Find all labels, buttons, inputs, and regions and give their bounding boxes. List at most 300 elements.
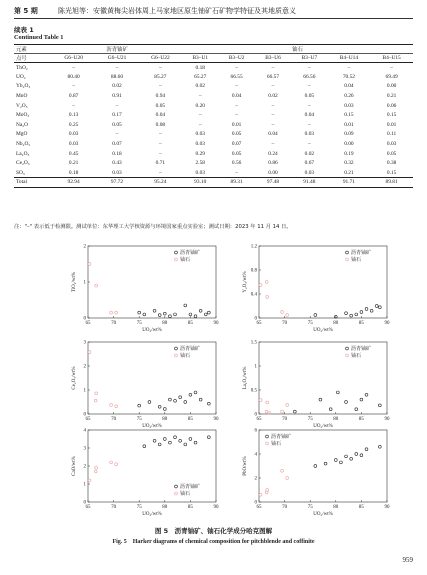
coffinite-point xyxy=(265,281,268,284)
x-tick-label: 65 xyxy=(256,417,262,422)
table-cell: 80.40 xyxy=(67,73,80,80)
table-cell: – xyxy=(72,83,75,90)
y-tick-label: 1.2 xyxy=(250,244,257,250)
x-tick-label: 70 xyxy=(111,505,117,510)
coffinite-point xyxy=(286,314,289,317)
pitchblende-point xyxy=(138,404,141,407)
table-row xyxy=(14,130,413,140)
table-cell: – xyxy=(308,83,311,90)
x-tick-label: 90 xyxy=(384,505,390,510)
y-tick-label: 0 xyxy=(254,316,257,322)
plot-cao xyxy=(62,424,222,520)
y-tick-label: 2 xyxy=(83,464,86,470)
coffinite-point xyxy=(259,399,262,402)
y-tick-label: 0 xyxy=(83,316,86,322)
table-cell: 0.06 xyxy=(386,102,397,109)
coffinite-point xyxy=(94,399,97,402)
coffinite-point xyxy=(110,403,113,406)
pitchblende-point xyxy=(158,443,161,446)
y-tick-label: 1 xyxy=(254,364,257,370)
legend-label: 铀石 xyxy=(351,257,362,263)
y-tick-label: 4 xyxy=(83,428,86,434)
y-tick-label: 1 xyxy=(83,482,86,488)
y-axis-label: Ce₂O₃/wt% xyxy=(72,366,77,390)
table-cell: 0.87 xyxy=(68,93,79,100)
table-row xyxy=(14,168,413,178)
row-label: Nb₂O₅ xyxy=(16,141,31,148)
x-tick-label: 80 xyxy=(162,505,168,510)
figure-caption-en: Fig. 5 Harker diagrams of chemical composition for pitchblende and coffinite xyxy=(112,539,315,545)
x-axis-label: UO₂/wt% xyxy=(142,512,162,517)
table-cell: 0.05 xyxy=(155,102,166,109)
table-cell: 0.18 xyxy=(112,150,122,157)
y-axis-label: La₂O₃/wt% xyxy=(243,366,248,390)
table-cell: 0.03 xyxy=(68,141,79,148)
coffinite-point xyxy=(281,311,284,314)
table-row xyxy=(14,72,413,82)
pitchblende-point xyxy=(378,404,381,407)
table-row xyxy=(14,139,413,149)
coffinite-point xyxy=(95,284,98,287)
legend-label: 沥青铀矿 xyxy=(180,346,201,352)
plot-tio2-svg xyxy=(62,240,222,336)
table-cell: 0.17 xyxy=(112,112,122,119)
table-cell: 0.02 xyxy=(195,83,205,90)
pitchblende-point xyxy=(163,438,166,441)
x-tick-label: 75 xyxy=(136,417,142,422)
table-caption-en: Continued Table 1 xyxy=(14,34,64,41)
table-cell: 0.07 xyxy=(231,141,242,148)
pitchblende-point xyxy=(355,453,358,456)
y-tick-label: 0 xyxy=(254,412,257,418)
legend-marker xyxy=(175,485,178,488)
table-cell: 0.18 xyxy=(195,64,205,71)
table-cell: 0.71 xyxy=(155,160,166,167)
plot-pbo-svg xyxy=(233,424,393,520)
legend-marker xyxy=(266,442,269,445)
table-cell: 89.31 xyxy=(218,178,254,188)
legend-marker xyxy=(175,347,178,350)
y-tick-label: 0.5 xyxy=(250,388,257,394)
pitchblende-point xyxy=(189,438,192,441)
x-tick-label: 70 xyxy=(111,321,117,326)
row-label: Total xyxy=(14,178,52,188)
x-tick-label: 80 xyxy=(333,417,339,422)
x-tick-label: 70 xyxy=(282,417,288,422)
coffinite-point xyxy=(266,296,269,299)
pitchblende-point xyxy=(169,398,172,401)
legend-marker xyxy=(346,258,349,261)
x-tick-label: 65 xyxy=(256,321,262,326)
y-tick-label: 0 xyxy=(254,500,257,506)
pitchblende-point xyxy=(169,315,172,318)
pitchblende-point xyxy=(319,398,322,401)
plot-frame xyxy=(88,430,216,502)
table-cell: 85.27 xyxy=(154,73,167,80)
x-axis-label: UO₂/wt% xyxy=(313,328,333,333)
pitchblende-point xyxy=(158,405,161,408)
plot-cao-svg xyxy=(62,424,222,520)
table-cell: 93.10 xyxy=(182,178,218,188)
coffinite-point xyxy=(88,351,91,354)
legend-marker xyxy=(266,435,269,438)
table-cell: – xyxy=(390,64,393,71)
plot-y2o3-svg xyxy=(233,240,393,336)
table-cell: 0.11 xyxy=(387,131,397,138)
y-tick-label: 4 xyxy=(254,452,257,458)
table-row xyxy=(14,178,413,188)
legend-marker xyxy=(346,251,349,254)
table-cell: 0.21 xyxy=(386,93,397,100)
table-cell: 95.24 xyxy=(139,178,182,188)
pitchblende-point xyxy=(207,402,210,405)
table-cell: 0.03 xyxy=(68,131,79,138)
row-label: MnO xyxy=(16,93,28,100)
y-tick-label: 2 xyxy=(254,476,257,482)
pitchblende-point xyxy=(336,391,339,394)
coffinite-point xyxy=(115,405,118,408)
table-cell: 0.19 xyxy=(344,150,354,157)
table-cell: – xyxy=(159,150,162,157)
column-header: B3–U1 xyxy=(182,54,218,63)
row-label: UO₂ xyxy=(16,73,26,80)
table-cell: 0.01 xyxy=(386,121,397,128)
legend-label: 沥青铀矿 xyxy=(180,484,201,490)
table-cell: 0.86 xyxy=(268,160,278,167)
pitchblende-point xyxy=(350,457,353,460)
pitchblende-point xyxy=(194,391,197,394)
pitchblende-point xyxy=(360,454,363,457)
table-cell: 70.52 xyxy=(342,73,355,80)
plot-ce2o3-svg xyxy=(62,336,222,432)
pitchblende-point xyxy=(207,436,210,439)
figure-caption-cn: 图 5 沥青铀矿、铀石化学成分哈克图解 xyxy=(154,527,273,535)
pitchblende-point xyxy=(355,313,358,316)
table-cell: 0.08 xyxy=(155,121,166,128)
table-cell: 69.49 xyxy=(385,73,398,80)
y-tick-label: 0.4 xyxy=(250,292,257,298)
coffinite-point xyxy=(286,477,289,480)
pitchblende-point xyxy=(153,439,156,442)
table-cell: 0.04 xyxy=(155,112,166,119)
table-cell: 0.02 xyxy=(268,93,278,100)
legend-label: 铀石 xyxy=(180,257,191,263)
pitchblende-point xyxy=(158,314,161,317)
table-cell: 0.94 xyxy=(155,93,166,100)
x-tick-label: 65 xyxy=(85,321,91,326)
coffinite-point xyxy=(266,401,269,404)
legend-label: 沥青铀矿 xyxy=(351,346,372,352)
table-cell: 97.48 xyxy=(255,178,291,188)
table-cell: 0.04 xyxy=(304,112,315,119)
column-header: G6–U20 xyxy=(52,54,95,63)
x-tick-label: 70 xyxy=(282,505,288,510)
table-cell: – xyxy=(271,141,275,148)
corner-bottom: 点号 xyxy=(14,54,52,63)
data-table xyxy=(14,44,413,188)
x-tick-label: 65 xyxy=(85,505,91,510)
table-cell: 0.24 xyxy=(268,150,278,157)
pitchblende-point xyxy=(207,311,210,314)
pitchblende-point xyxy=(189,313,192,316)
corner-top: 元素 xyxy=(14,45,52,54)
x-tick-label: 90 xyxy=(384,321,390,326)
column-header: B4–U14 xyxy=(328,54,371,63)
coffinite-point xyxy=(286,403,289,406)
table-row xyxy=(14,63,413,73)
pitchblende-point xyxy=(179,396,182,399)
coffinite-point xyxy=(259,284,262,287)
plot-ce2o3 xyxy=(62,336,222,432)
column-header: B4–U15 xyxy=(370,54,413,63)
table-cell: 0.05 xyxy=(231,131,242,138)
row-label: Yb₂O₃ xyxy=(16,83,31,90)
coffinite-point xyxy=(259,493,262,496)
pitchblende-point xyxy=(360,311,363,314)
table-cell: 0.03 xyxy=(195,169,205,176)
pitchblende-point xyxy=(324,462,327,465)
table-cell: 0.05 xyxy=(231,150,242,157)
column-header: B3–U7 xyxy=(291,54,327,63)
table-cell: 0.03 xyxy=(304,169,315,176)
group-pitchblende: 沥青铀矿 xyxy=(52,45,182,54)
coffinite-point xyxy=(115,311,118,314)
table-cell: 66.55 xyxy=(230,73,243,80)
pitchblende-point xyxy=(378,306,381,309)
x-tick-label: 75 xyxy=(136,505,142,510)
x-tick-label: 75 xyxy=(307,505,313,510)
table-cell: 2.58 xyxy=(195,160,205,167)
pitchblende-point xyxy=(194,441,197,444)
table-cell: 91.71 xyxy=(328,178,371,188)
legend-marker xyxy=(175,258,178,261)
pitchblende-point xyxy=(163,312,166,315)
table-cell: 0.03 xyxy=(304,131,315,138)
table-cell: – xyxy=(308,141,311,148)
plot-la2o3-svg xyxy=(233,336,393,432)
table-cell: 0.02 xyxy=(112,83,122,90)
row-label: V₂O₃ xyxy=(16,102,28,109)
row-label: Ce₂O₃ xyxy=(16,160,30,167)
table-caption-cn: 续表 1 xyxy=(14,26,34,34)
table-cell: 0.00 xyxy=(268,169,278,176)
legend-label: 沥青铀矿 xyxy=(351,250,372,256)
running-header xyxy=(14,6,413,18)
table-cell: 0.09 xyxy=(344,131,354,138)
x-axis-label: UO₂/wt% xyxy=(142,424,162,429)
pitchblende-point xyxy=(293,410,296,413)
pitchblende-point xyxy=(378,445,381,448)
table-cell: – xyxy=(159,83,162,90)
y-tick-label: 0.8 xyxy=(250,268,257,274)
x-tick-label: 85 xyxy=(187,505,193,510)
row-label: Na₂O xyxy=(16,121,29,128)
pitchblende-point xyxy=(345,455,348,458)
table-cell: 0.43 xyxy=(112,160,122,167)
table-cell: – xyxy=(271,64,275,71)
table-cell: 66.56 xyxy=(303,73,316,80)
x-tick-label: 85 xyxy=(358,321,364,326)
x-axis-label: UO₂/wt% xyxy=(313,424,333,429)
table-cell: 0.25 xyxy=(68,121,79,128)
table-cell: – xyxy=(159,64,162,71)
pitchblende-point xyxy=(143,313,146,316)
table-cell: 0.04 xyxy=(344,83,354,90)
pitchblende-point xyxy=(169,441,172,444)
y-tick-label: 1 xyxy=(83,388,86,394)
y-tick-label: 3 xyxy=(83,446,86,452)
x-tick-label: 90 xyxy=(384,417,390,422)
pitchblende-point xyxy=(314,314,317,317)
legend-label: 铀石 xyxy=(180,353,191,359)
pitchblende-point xyxy=(365,448,368,451)
table-cell: 66.57 xyxy=(266,73,280,80)
table-cell: 0.03 xyxy=(195,141,205,148)
table-cell: – xyxy=(308,64,311,71)
row-label: ThO₂ xyxy=(16,64,28,71)
table-cell: 97.72 xyxy=(95,178,138,188)
coffinite-point xyxy=(281,410,284,413)
table-cell: 88.60 xyxy=(110,73,124,80)
x-tick-label: 75 xyxy=(136,321,142,326)
column-header: B3–U2 xyxy=(218,54,254,63)
table-cell: 0.05 xyxy=(112,121,122,128)
table-cell: 0.00 xyxy=(386,83,397,90)
table-cell: 0.03 xyxy=(386,141,397,148)
table-cell: 92.94 xyxy=(52,178,95,188)
pitchblende-point xyxy=(334,459,337,462)
table-cell: 0.15 xyxy=(386,169,397,176)
plot-tio2 xyxy=(62,240,222,336)
y-tick-label: 0 xyxy=(83,500,86,506)
pitchblende-point xyxy=(174,313,177,316)
y-tick-label: 1.5 xyxy=(250,340,257,346)
table-row xyxy=(14,82,413,92)
legend-label: 铀石 xyxy=(271,441,282,447)
table-cell: – xyxy=(308,102,311,109)
table-row xyxy=(14,110,413,120)
table-cell: 0.01 xyxy=(231,121,242,128)
plot-la2o3 xyxy=(233,336,393,432)
table-cell: – xyxy=(235,112,238,119)
coffinite-point xyxy=(115,463,118,466)
table-row xyxy=(14,149,413,159)
page-number: 959 xyxy=(402,556,413,564)
table-cell: – xyxy=(159,131,162,138)
pitchblende-point xyxy=(143,445,146,448)
x-axis-label: UO₂/wt% xyxy=(142,328,162,333)
x-tick-label: 70 xyxy=(111,417,117,422)
table-cell: 89.81 xyxy=(370,178,413,188)
x-tick-label: 80 xyxy=(162,417,168,422)
table-cell: 0.02 xyxy=(304,150,315,157)
table-cell: 0.56 xyxy=(231,160,242,167)
table-cell: – xyxy=(198,112,202,119)
issue-label: 第 5 期 xyxy=(14,7,38,15)
table-cell: 0.29 xyxy=(195,150,205,157)
table-cell: – xyxy=(115,131,119,138)
pitchblende-point xyxy=(199,398,202,401)
y-tick-label: 3 xyxy=(83,340,86,346)
coffinite-point xyxy=(95,466,98,469)
plot-frame xyxy=(88,246,216,318)
table-cell: – xyxy=(115,102,119,109)
x-tick-label: 70 xyxy=(282,321,288,326)
legend-marker xyxy=(346,347,349,350)
table-cell: – xyxy=(308,121,311,128)
table-cell: – xyxy=(198,121,202,128)
pitchblende-point xyxy=(350,314,353,317)
x-tick-label: 90 xyxy=(213,505,219,510)
x-axis-label: UO₂/wt% xyxy=(313,512,333,517)
row-label: MgO xyxy=(16,131,28,138)
table-cell: – xyxy=(198,93,202,100)
table-cell: 0.01 xyxy=(344,121,354,128)
y-tick-label: 0 xyxy=(83,412,86,418)
header-rule xyxy=(14,18,413,19)
table-cell: 0.03 xyxy=(344,102,354,109)
table-cell: 0.21 xyxy=(344,169,354,176)
table-cell: – xyxy=(115,64,119,71)
x-tick-label: 80 xyxy=(162,321,168,326)
y-axis-label: PbO/wt% xyxy=(243,456,248,476)
y-axis-label: TiO₂/wt% xyxy=(72,271,77,293)
x-tick-label: 85 xyxy=(187,321,193,326)
running-title: 陈光旭等：安徽黄梅尖岩体周上马家地区原生铀矿石矿物学特征及其地质意义 xyxy=(58,7,296,15)
table-row xyxy=(14,120,413,130)
table-cell: 0.26 xyxy=(344,93,354,100)
pitchblende-point xyxy=(184,443,187,446)
table-cell: – xyxy=(159,141,162,148)
pitchblende-point xyxy=(345,401,348,404)
x-tick-label: 80 xyxy=(333,505,339,510)
legend-label: 沥青铀矿 xyxy=(271,434,292,440)
pitchblende-point xyxy=(184,304,187,307)
table-cell: – xyxy=(235,169,238,176)
table-cell: – xyxy=(235,64,238,71)
table-cell: 0.21 xyxy=(68,160,79,167)
x-tick-label: 65 xyxy=(256,505,262,510)
x-tick-label: 90 xyxy=(213,417,219,422)
pitchblende-point xyxy=(314,465,317,468)
pitchblende-point xyxy=(365,308,368,311)
legend-marker xyxy=(175,354,178,357)
legend-label: 铀石 xyxy=(351,353,362,359)
coffinite-point xyxy=(88,479,91,482)
table-cell: – xyxy=(271,112,275,119)
pitchblende-point xyxy=(153,309,156,312)
table-cell: 0.67 xyxy=(304,160,315,167)
table-cell: 0.18 xyxy=(68,169,79,176)
y-tick-label: 1 xyxy=(83,280,86,286)
pitchblende-point xyxy=(138,311,141,314)
plot-frame xyxy=(259,246,387,318)
legend-marker xyxy=(175,251,178,254)
pitchblende-point xyxy=(345,312,348,315)
table-row xyxy=(14,158,413,168)
legend-label: 沥青铀矿 xyxy=(180,250,201,256)
table-cell: 65.27 xyxy=(194,73,207,80)
plot-frame xyxy=(259,342,387,414)
pitchblende-point xyxy=(340,461,343,464)
table-cell: 0.20 xyxy=(195,102,205,109)
pitchblende-point xyxy=(375,305,378,308)
legend-marker xyxy=(175,492,178,495)
table-cell: 0.04 xyxy=(231,93,242,100)
pitchblende-point xyxy=(184,401,187,404)
x-tick-label: 85 xyxy=(358,417,364,422)
coffinite-point xyxy=(95,392,98,395)
